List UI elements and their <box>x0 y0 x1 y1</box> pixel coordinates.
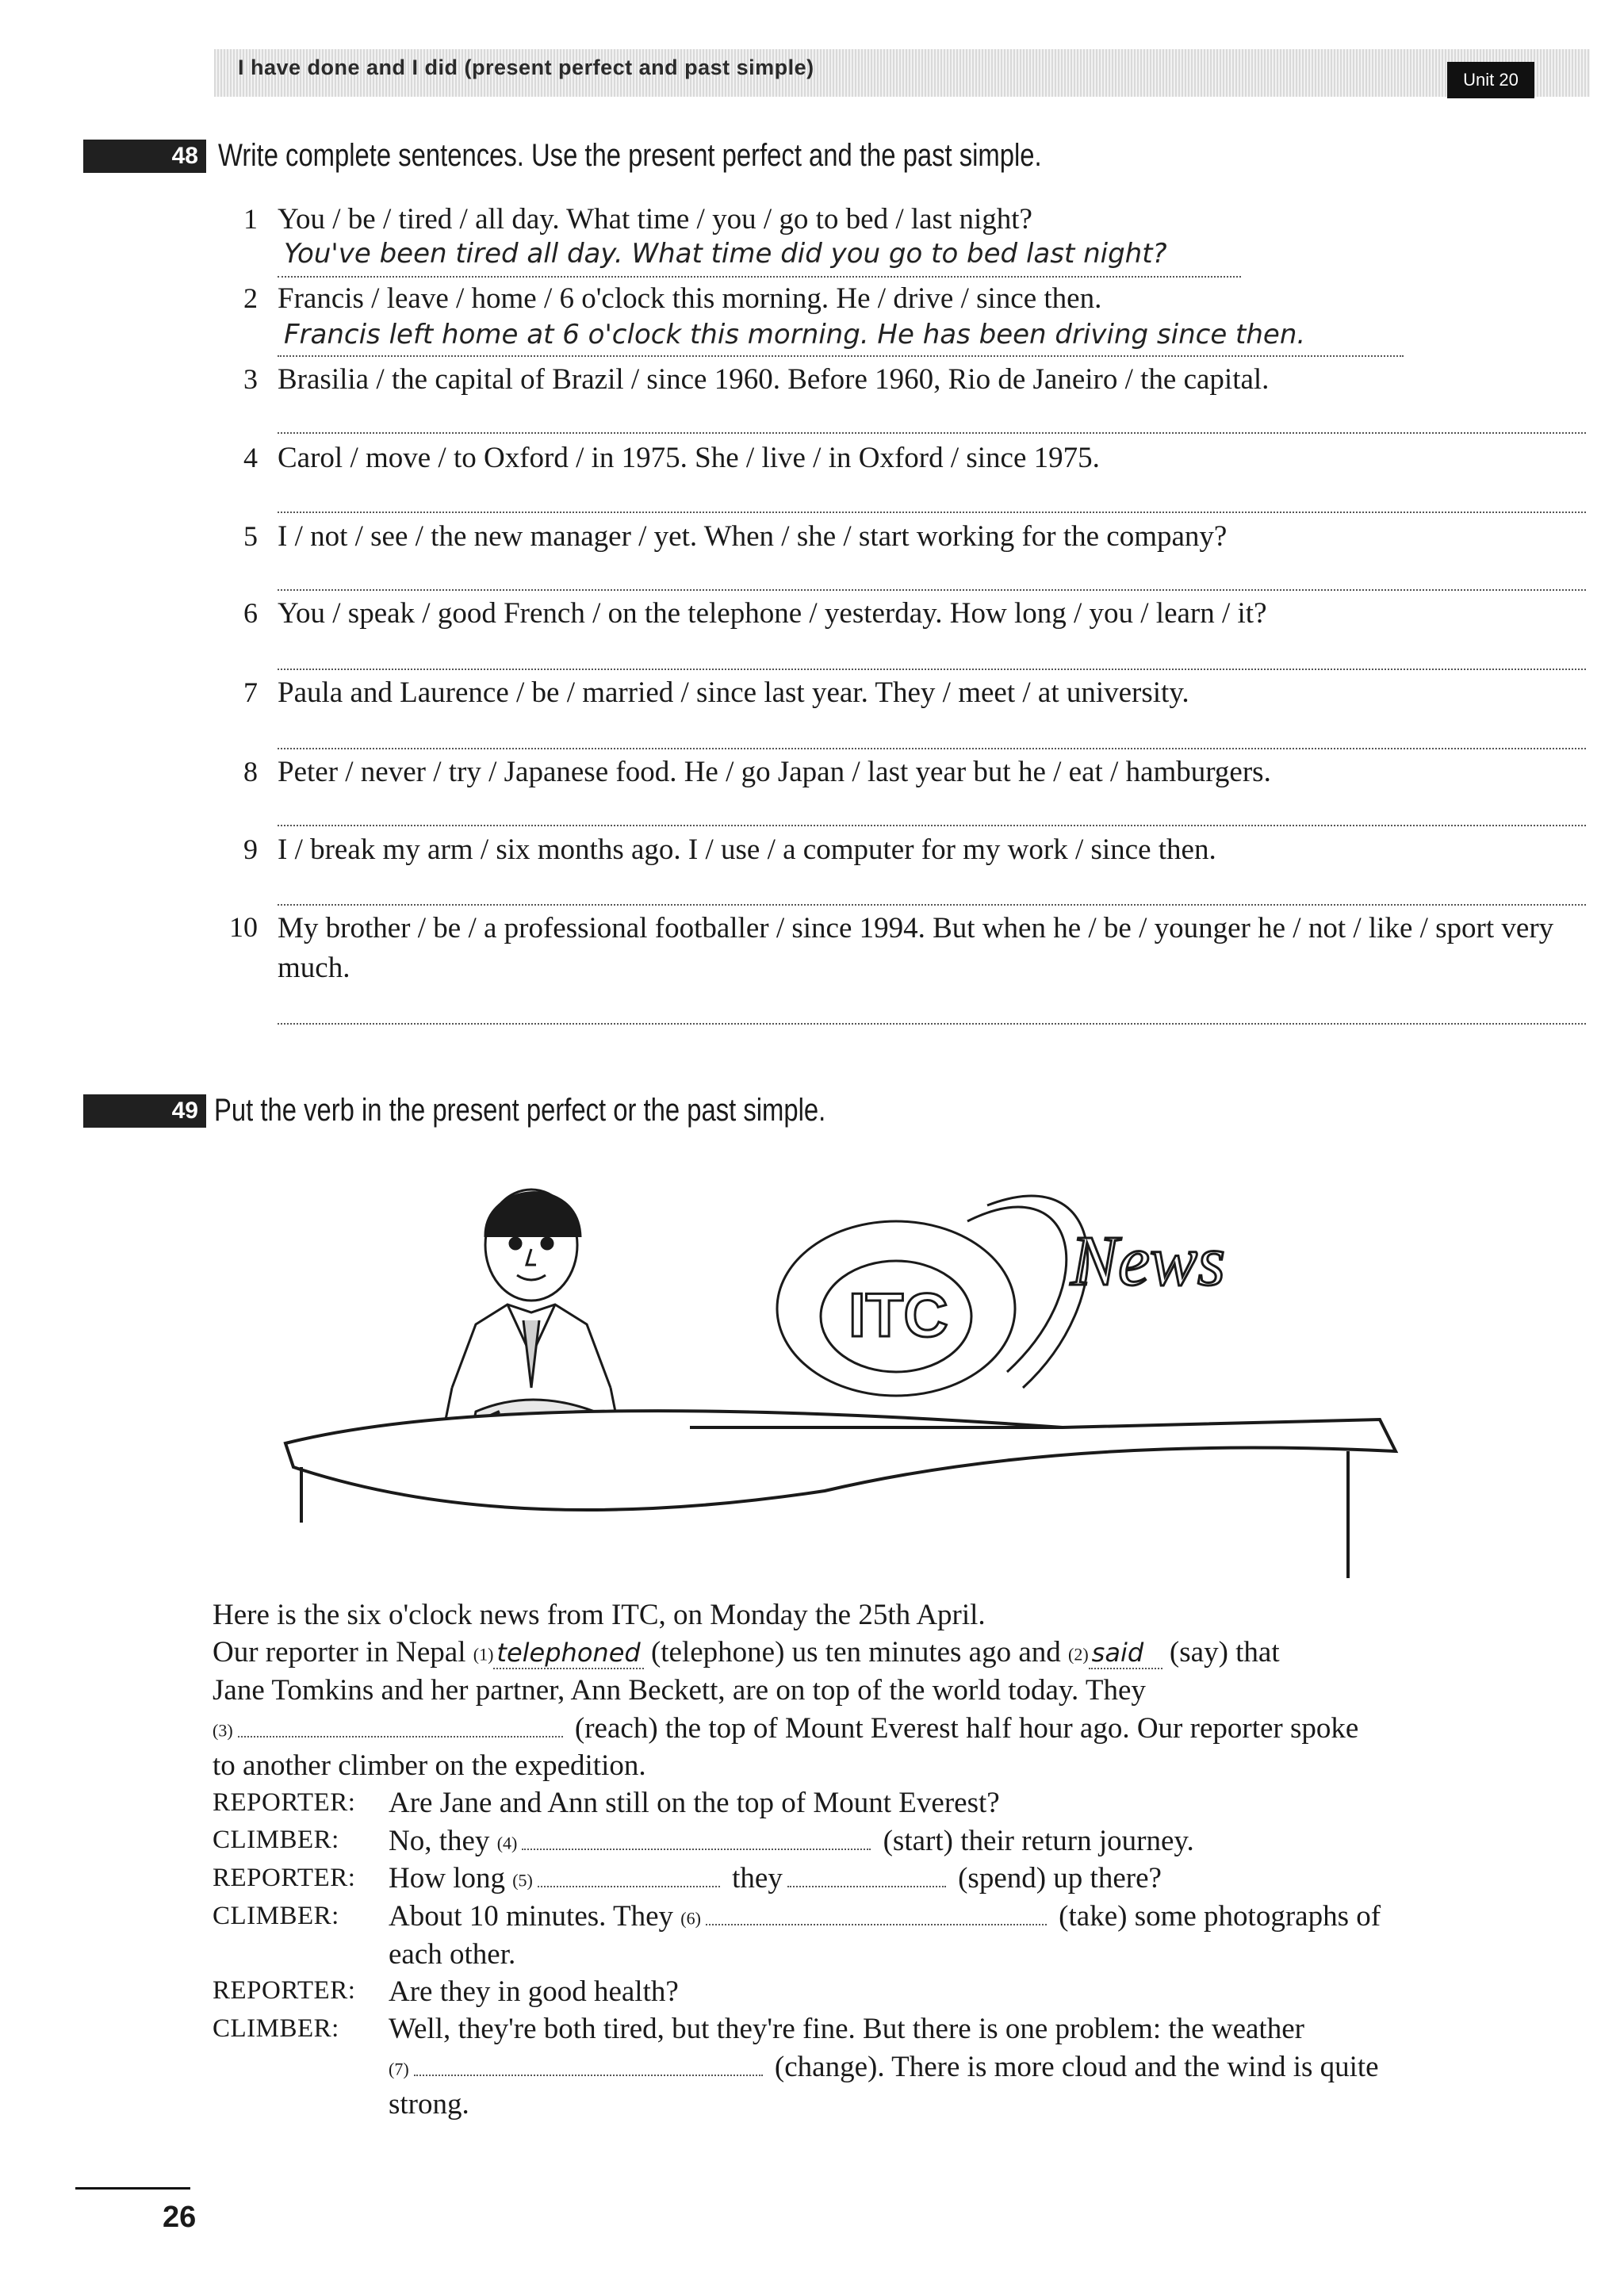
dialogue-text: About 10 minutes. They <box>389 1900 674 1933</box>
unit-badge: Unit 20 <box>1447 62 1534 98</box>
gap-5b-input[interactable] <box>787 1864 946 1887</box>
dialogue-text: (start) their return journey. <box>883 1825 1194 1857</box>
answer-line[interactable] <box>278 511 1586 513</box>
question-text: Peter / never / try / Japanese food. He / go Japan / last year but he / eat / hamburgers. <box>278 756 1271 788</box>
footer-rule <box>75 2187 190 2190</box>
speaker-reporter: REPORTER: <box>213 1788 356 1817</box>
dialogue-line: each other. <box>389 1938 516 1971</box>
gap-1-answer[interactable]: telephoned <box>493 1638 643 1669</box>
dialogue-line <box>389 2050 1379 2084</box>
question-text: I / break my arm / six months ago. I / use / a computer for my work / since then. <box>278 833 1216 866</box>
exercise-49-badge: 49 <box>83 1094 206 1128</box>
question-number: 10 <box>229 911 258 943</box>
gap-number: (6) <box>680 1908 701 1929</box>
question-text: Francis / leave / home / 6 o'clock this morning. He / drive / since then. <box>278 282 1102 315</box>
header-title: I have done and I did (present perfect and past simple) <box>238 56 814 79</box>
speaker-climber: CLIMBER: <box>213 1902 339 1930</box>
question-text: You / speak / good French / on the telephone / yesterday. How long / you / learn / it? <box>278 597 1267 630</box>
answer-line[interactable] <box>278 589 1586 591</box>
dialogue-line <box>389 1861 1162 1895</box>
gap-number: (2) <box>1068 1644 1089 1665</box>
question-number: 7 <box>243 676 258 708</box>
answer-line[interactable] <box>278 825 1586 826</box>
answer-line[interactable] <box>278 904 1586 906</box>
answer-line[interactable] <box>278 669 1586 670</box>
passage-text: (telephone) us ten minutes ago and <box>650 1636 1061 1669</box>
gap-4-input[interactable] <box>522 1826 871 1850</box>
passage-text: (say) that <box>1169 1636 1280 1669</box>
passage-line-2: Jane Tomkins and her partner, Ann Beckett, are on top of the world today. They <box>213 1674 1146 1707</box>
news-intro: Here is the six o'clock news from ITC, on Monday the 25th April. <box>213 1599 986 1631</box>
question-answer: You've been tired all day. What time did you go to bed last night? <box>284 238 1167 270</box>
news-anchor-illustration <box>270 1150 1411 1578</box>
question-number: 3 <box>243 363 258 395</box>
passage-line-3 <box>213 1711 1358 1745</box>
question-text: My brother / be / a professional footballer / since 1994. But when he / be / younger he / not / like / sport very much. <box>278 912 1554 984</box>
question-text: Brasilia / the capital of Brazil / since 1960. Before 1960, Rio de Janeiro / the capital. <box>278 363 1270 396</box>
speaker-climber: CLIMBER: <box>213 1826 339 1854</box>
dialogue-line: Are they in good health? <box>389 1975 679 2008</box>
itc-logo-text: ITC <box>848 1280 948 1350</box>
gap-7-input[interactable] <box>414 2052 763 2076</box>
gap-6-input[interactable] <box>706 1902 1047 1925</box>
gap-number: (3) <box>213 1720 233 1741</box>
gap-number: (4) <box>496 1833 518 1853</box>
dialogue-text: (take) some photographs of <box>1059 1900 1381 1933</box>
speaker-climber: CLIMBER: <box>213 2014 339 2043</box>
dialogue-text: No, they <box>389 1825 490 1857</box>
question-text: You / be / tired / all day. What time / you / go to bed / last night? <box>278 203 1032 236</box>
speaker-reporter: REPORTER: <box>213 1976 356 2005</box>
gap-number: (5) <box>512 1870 533 1891</box>
dialogue-text: (change). There is more cloud and the wind is quite <box>774 2051 1379 2083</box>
question-number: 8 <box>243 756 258 787</box>
question-number: 2 <box>243 282 258 314</box>
dialogue-text: they <box>732 1862 783 1895</box>
gap-5-input[interactable] <box>538 1864 720 1887</box>
dialogue-text: How long <box>389 1862 505 1895</box>
passage-line-1 <box>213 1635 1280 1669</box>
passage-line-4: to another climber on the expedition. <box>213 1749 646 1782</box>
question-number: 5 <box>243 520 258 552</box>
dialogue-line: Are Jane and Ann still on the top of Mount Everest? <box>389 1787 1000 1819</box>
question-number: 9 <box>243 833 258 865</box>
question-text: Paula and Laurence / be / married / since last year. They / meet / at university. <box>278 676 1189 709</box>
gap-number: (7) <box>389 2059 409 2079</box>
question-number: 6 <box>243 597 258 629</box>
dialogue-line <box>389 1899 1381 1933</box>
exercise-48-badge: 48 <box>83 140 206 173</box>
passage-text: Our reporter in Nepal <box>213 1636 466 1669</box>
question-number: 1 <box>243 203 258 235</box>
speaker-reporter: REPORTER: <box>213 1864 356 1892</box>
exercise-49-instruction: Put the verb in the present perfect or the past simple. <box>214 1093 826 1128</box>
news-logo-text: News <box>1071 1222 1226 1301</box>
dialogue-text: (spend) up there? <box>958 1862 1162 1895</box>
exercise-48-instruction: Write complete sentences. Use the present perfect and the past simple. <box>218 138 1042 173</box>
answer-line[interactable] <box>278 276 1241 278</box>
question-text: Carol / move / to Oxford / in 1975. She / live / in Oxford / since 1975. <box>278 442 1100 474</box>
passage-text: (reach) the top of Mount Everest half hour ago. Our reporter spoke <box>574 1712 1359 1745</box>
gap-3-input[interactable] <box>238 1714 563 1738</box>
answer-line[interactable] <box>278 1023 1586 1025</box>
gap-2-answer[interactable]: said <box>1089 1638 1162 1669</box>
question-answer: Francis left home at 6 o'clock this morning. He has been driving since then. <box>284 319 1306 351</box>
dialogue-line: strong. <box>389 2088 469 2121</box>
dialogue-line <box>389 1824 1194 1858</box>
page-number: 26 <box>163 2201 197 2234</box>
dialogue-line: Well, they're both tired, but they're fine. But there is one problem: the weather <box>389 2013 1304 2045</box>
question-text: I / not / see / the new manager / yet. When / she / start working for the company? <box>278 520 1228 553</box>
gap-number: (1) <box>473 1644 494 1665</box>
answer-line[interactable] <box>278 432 1586 434</box>
answer-line[interactable] <box>278 748 1586 749</box>
question-number: 4 <box>243 442 258 473</box>
answer-line[interactable] <box>278 355 1404 357</box>
